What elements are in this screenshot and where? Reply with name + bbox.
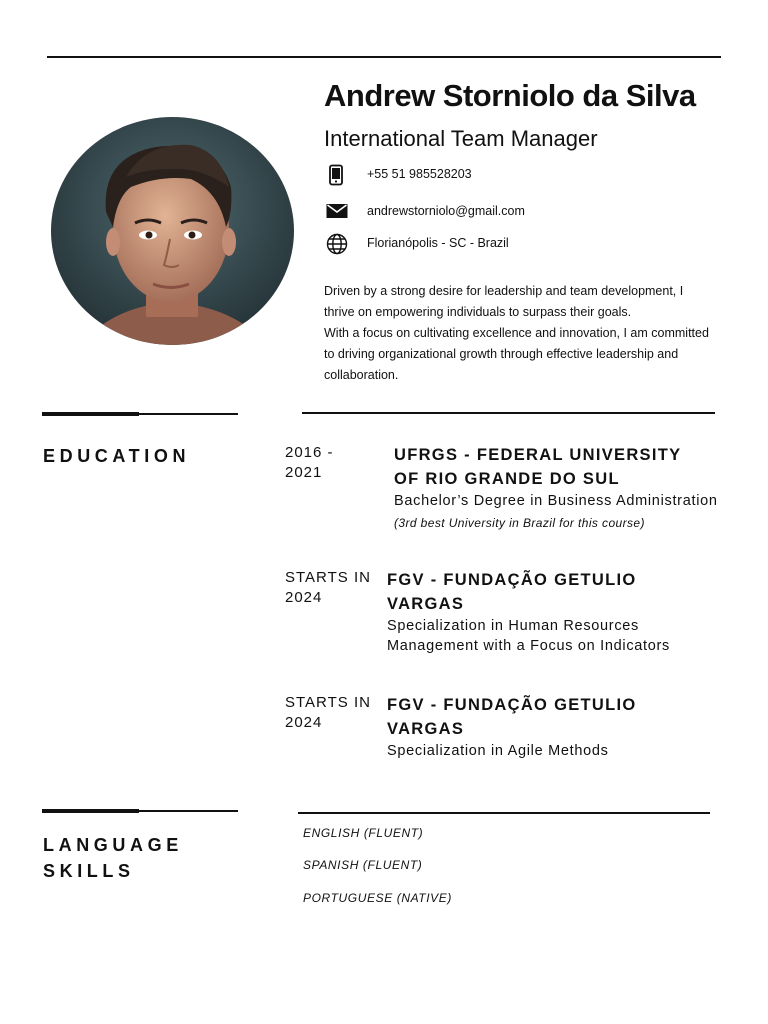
degree	[387, 616, 670, 656]
location: Florianópolis - SC - Brazil	[367, 236, 509, 250]
education-entry	[387, 568, 670, 656]
year-end: 2024	[285, 589, 323, 606]
school-name	[387, 693, 637, 741]
school-line: VARGAS	[387, 720, 465, 738]
degree: Bachelor’s Degree in Business Administration	[394, 493, 718, 509]
year-end: 2024	[285, 714, 323, 731]
education-years	[285, 443, 334, 483]
degree-line: Specialization in Human Resources	[387, 618, 639, 634]
school-line: FGV - FUNDAÇÃO GETULIO	[387, 696, 637, 714]
mail-icon	[325, 199, 349, 223]
degree-line: Management with a Focus on Indicators	[387, 638, 671, 654]
school-line: FGV - FUNDAÇÃO GETULIO	[387, 571, 637, 589]
email-address: andrewstorniolo@gmail.com	[367, 204, 525, 218]
degree-note: (3rd best University in Brazil for this course)	[394, 516, 645, 530]
languages-left-divider	[139, 810, 238, 812]
education-entry	[394, 443, 718, 535]
education-heading: EDUCATION	[43, 446, 191, 466]
education-entry	[387, 693, 637, 761]
school-line: VARGAS	[387, 595, 465, 613]
degree: Specialization in Agile Methods	[387, 743, 609, 759]
education-left-divider	[139, 413, 238, 415]
heading-line: LANGUAGE	[43, 835, 183, 855]
profile-photo	[51, 117, 294, 345]
year-end: 2021	[285, 464, 323, 481]
language-item: SPANISH (FLUENT)	[303, 858, 423, 872]
summary-paragraph: Driven by a strong desire for leadership and team development, I thrive on empowering individuals to surpass their goals.	[324, 284, 684, 319]
phone-number: +55 51 985528203	[367, 167, 472, 181]
language-item: ENGLISH (FLUENT)	[303, 826, 424, 840]
phone-icon	[324, 163, 348, 187]
heading-line: SKILLS	[43, 861, 135, 881]
summary-paragraph: With a focus on cultivating excellence and innovation, I am committed to driving organizational growth through effective leadership and collaboration.	[324, 326, 709, 382]
education-years	[285, 568, 371, 608]
top-divider	[47, 56, 721, 58]
language-item: PORTUGUESE (NATIVE)	[303, 891, 452, 905]
year-start: 2016 -	[285, 444, 334, 461]
candidate-name: Andrew Storniolo da Silva	[324, 78, 696, 113]
education-accent-bar	[42, 412, 139, 416]
globe-icon	[325, 232, 349, 256]
job-title: International Team Manager	[324, 126, 598, 151]
languages-right-divider	[298, 812, 710, 814]
languages-heading	[43, 832, 183, 884]
education-years	[285, 693, 371, 733]
school-name	[394, 443, 718, 491]
education-right-divider	[302, 412, 715, 414]
languages-accent-bar	[42, 809, 139, 813]
school-line: OF RIO GRANDE DO SUL	[394, 470, 620, 488]
profile-summary	[324, 281, 714, 386]
school-line: UFRGS - FEDERAL UNIVERSITY	[394, 446, 682, 464]
year-start: STARTS IN	[285, 694, 371, 711]
school-name	[387, 568, 670, 616]
year-start: STARTS IN	[285, 569, 371, 586]
